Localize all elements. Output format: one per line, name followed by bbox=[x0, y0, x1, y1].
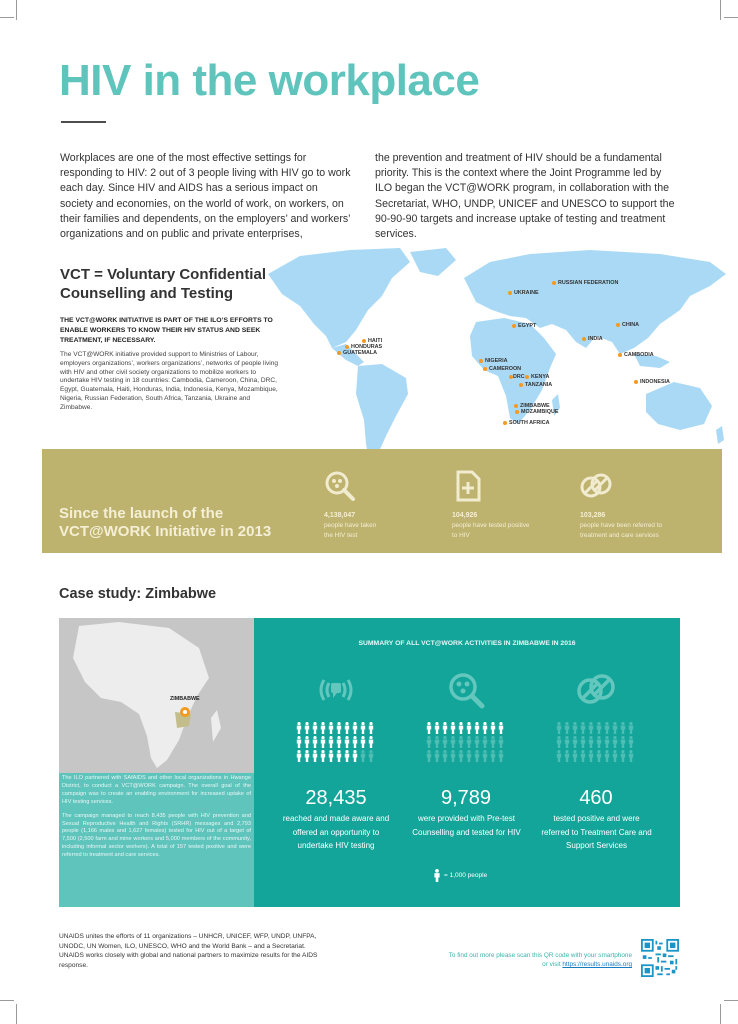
summary-stat-value: 460 bbox=[579, 787, 613, 809]
summary-stat-value: 28,435 bbox=[305, 787, 367, 809]
world-map bbox=[260, 244, 730, 470]
person-icon bbox=[345, 722, 349, 734]
person-icon bbox=[459, 722, 463, 734]
map-marker bbox=[616, 323, 620, 327]
map-marker bbox=[483, 367, 487, 371]
person-icon bbox=[467, 722, 471, 734]
map-label-nigeria: NIGERIA bbox=[485, 358, 508, 364]
map-label-haiti: HAITI bbox=[368, 338, 383, 344]
person-icon bbox=[337, 722, 341, 734]
person-icon bbox=[597, 722, 601, 734]
person-icon bbox=[621, 722, 625, 734]
summary-stat-value: 9,789 bbox=[440, 787, 492, 809]
launch-stat-value: 103,286 bbox=[580, 512, 606, 519]
qr-instruction-text: To find out more please scan this QR code with your smartphone bbox=[448, 952, 632, 959]
map-marker bbox=[512, 324, 516, 328]
person-icon bbox=[573, 736, 577, 748]
page-title: HIV in the workplace bbox=[59, 56, 480, 105]
magnifier-icon bbox=[324, 470, 356, 502]
person-icon bbox=[581, 722, 585, 734]
people-pictogram bbox=[426, 722, 506, 766]
person-icon bbox=[321, 722, 325, 734]
vct-definition-title: VCT = Voluntary Confidential Counselling and Testing bbox=[60, 266, 266, 302]
map-label-china: CHINA bbox=[622, 322, 640, 328]
summary-stat-label: were provided with Pre-test Counselling and tested for HIV bbox=[412, 814, 521, 837]
person-icon bbox=[483, 736, 487, 748]
pills-icon bbox=[576, 670, 616, 710]
person-icon bbox=[313, 736, 317, 748]
person-icon bbox=[491, 722, 495, 734]
person-icon bbox=[369, 736, 373, 748]
person-icon bbox=[589, 750, 593, 762]
person-icon bbox=[297, 736, 301, 748]
person-icon bbox=[427, 722, 431, 734]
person-icon bbox=[305, 736, 309, 748]
map-marker bbox=[362, 339, 366, 343]
map-label-indonesia: INDONESIA bbox=[640, 379, 670, 385]
person-icon bbox=[435, 722, 439, 734]
person-icon bbox=[345, 736, 349, 748]
zimbabwe-map bbox=[59, 618, 254, 773]
magnifier-icon bbox=[446, 670, 486, 710]
person-icon bbox=[451, 736, 455, 748]
person-icon bbox=[581, 750, 585, 762]
person-icon bbox=[499, 750, 503, 762]
map-label-cambodia: CAMBODIA bbox=[624, 352, 654, 358]
map-marker bbox=[508, 291, 512, 295]
map-marker bbox=[552, 281, 556, 285]
map-label-russia: RUSSIAN FEDERATION bbox=[558, 280, 619, 286]
person-icon bbox=[435, 750, 439, 762]
legend-label: = 1,000 people bbox=[444, 872, 488, 879]
title-divider bbox=[61, 121, 106, 123]
map-label-ukraine: UKRAINE bbox=[514, 290, 539, 296]
person-icon bbox=[475, 736, 479, 748]
map-label-guatemala: GUATEMALA bbox=[343, 350, 378, 356]
map-label-tanzania: TANZANIA bbox=[525, 382, 553, 388]
person-icon bbox=[361, 722, 365, 734]
crop-mark bbox=[0, 1000, 14, 1001]
person-icon bbox=[573, 722, 577, 734]
person-icon bbox=[597, 736, 601, 748]
map-marker bbox=[634, 380, 638, 384]
person-icon bbox=[475, 722, 479, 734]
map-marker bbox=[618, 353, 622, 357]
person-icon bbox=[499, 736, 503, 748]
person-icon bbox=[565, 750, 569, 762]
person-icon bbox=[435, 736, 439, 748]
map-label-india: INDIA bbox=[588, 336, 603, 342]
person-icon bbox=[565, 722, 569, 734]
person-icon bbox=[353, 722, 357, 734]
person-icon bbox=[605, 722, 609, 734]
launch-stat-value: 104,926 bbox=[452, 512, 478, 519]
person-icon bbox=[329, 722, 333, 734]
crop-mark bbox=[720, 0, 721, 20]
case-study-text-box bbox=[59, 773, 254, 907]
person-icon bbox=[629, 736, 633, 748]
crop-mark bbox=[16, 0, 17, 20]
person-icon bbox=[451, 722, 455, 734]
person-icon bbox=[305, 750, 309, 762]
person-icon bbox=[369, 722, 373, 734]
person-icon bbox=[613, 750, 617, 762]
map-marker bbox=[337, 351, 341, 355]
person-icon bbox=[353, 736, 357, 748]
person-icon bbox=[459, 750, 463, 762]
launch-stat-label: people have taken the HIV test bbox=[324, 522, 377, 539]
map-label-honduras: HONDURAS bbox=[351, 344, 383, 350]
pills-icon bbox=[580, 470, 612, 502]
case-study-title: Case study: Zimbabwe bbox=[59, 586, 217, 602]
person-icon bbox=[565, 736, 569, 748]
map-label-cameroon: CAMEROON bbox=[489, 366, 522, 372]
map-label-zimbabwe: ZIMBABWE bbox=[520, 403, 550, 409]
unaids-description: UNAIDS unites the efforts of 11 organizations – UNHCR, UNICEF, WFP, UNDP, UNFPA, UNODC, UN Women, ILO, UNESCO, WHO and the World Bank – and a Secretariat. UNAIDS works closely with global and national partners to maximize results for the AIDS response. bbox=[59, 933, 318, 969]
person-icon bbox=[483, 722, 487, 734]
map-label-egypt: EGYPT bbox=[518, 323, 537, 329]
person-icon bbox=[613, 736, 617, 748]
case-study-paragraph-2: The campaign managed to reach 8,435 people with HIV prevention and Sexual Reproductive Health and Rights (SRHR) messages and 2,793 people (1,166 males and 1,627 females) tested for HIV out of a target of 7,500 (2,500 farm and mine workers and 5,000 members of the community, including informal sector workers). A total of 157 tested positive and were referred to treatment and care services. bbox=[62, 812, 251, 859]
person-icon bbox=[605, 736, 609, 748]
person-icon bbox=[443, 750, 447, 762]
person-icon bbox=[557, 750, 561, 762]
person-icon bbox=[297, 722, 301, 734]
person-icon bbox=[491, 736, 495, 748]
launch-stat-value: 4,138,047 bbox=[324, 512, 356, 519]
person-icon bbox=[589, 736, 593, 748]
person-icon bbox=[605, 750, 609, 762]
qr-instructions bbox=[400, 951, 632, 969]
crop-mark bbox=[0, 17, 14, 18]
person-icon bbox=[329, 736, 333, 748]
intro-paragraph-left: Workplaces are one of the most effective settings for responding to HIV: 2 out of 3 people living with HIV go to work each day. Since HIV and AIDS has a serious impact on society and economies, on the world of work, on workers, on their families and dependents, on the employers’ and workers’ organizations and on public and private enterprises, bbox=[60, 152, 351, 241]
summary-heading: SUMMARY OF ALL VCT@WORK ACTIVITIES IN ZIMBABWE IN 2016 bbox=[358, 640, 576, 647]
launch-title: Since the launch of the VCT@WORK Initiative in 2013 bbox=[59, 505, 272, 540]
crop-mark bbox=[720, 1004, 721, 1024]
person-icon bbox=[297, 750, 301, 762]
vct-headline: THE VCT@WORK INITIATIVE IS PART OF THE ILO’S EFFORTS TO ENABLE WORKERS TO KNOW THEIR HIV STATUS AND SEEK TREATMENT, IF NECESSARY. bbox=[60, 317, 273, 344]
qr-code[interactable] bbox=[641, 939, 679, 977]
person-icon bbox=[589, 722, 593, 734]
africa-map-graphic bbox=[59, 618, 254, 773]
map-marker bbox=[515, 410, 519, 414]
person-icon bbox=[369, 750, 373, 762]
person-icon bbox=[337, 736, 341, 748]
map-marker bbox=[519, 383, 523, 387]
vct-description: The VCT@WORK initiative provided support to Ministries of Labour, employers organizations’, workers organizations’, networks of people living with HIV and other civil society organizations to mobilize workers to undertake HIV testing in 18 countries: Cambodia, Cameroon, China, DRC, Egypt, Guatemala, Haiti, Honduras, India, Indonesia, Kenya, Mozambique, Nigeria, Russian Federation, South Africa, Tanzania, Ukraine and Zimbabwe. bbox=[60, 351, 279, 411]
person-icon bbox=[321, 750, 325, 762]
person-icon bbox=[451, 750, 455, 762]
map-marker bbox=[582, 337, 586, 341]
person-icon bbox=[305, 722, 309, 734]
person-icon bbox=[491, 750, 495, 762]
person-icon bbox=[581, 736, 585, 748]
person-icon bbox=[467, 750, 471, 762]
intro-paragraph-right: the prevention and treatment of HIV should be a fundamental priority. This is the context where the Joint Programme led by ILO began the VCT@WORK program, in collaboration with the Secretariat, WHO, UNDP, UNICEF and UNESCO to support the 90-90-90 targets and increase uptake of testing and treatment services. bbox=[375, 152, 675, 241]
person-icon bbox=[427, 736, 431, 748]
case-study-paragraph-1: The ILO partnered with SAfAIDS and other local organizations in Hwange District, to conduct a VCT@WORK campaign. The overall goal of the campaign was to create an enabling environment for increased uptake of HIV testing services. bbox=[62, 775, 251, 805]
launch-stat-label: people have tested positive to HIV bbox=[452, 522, 530, 539]
crop-mark bbox=[16, 1004, 17, 1024]
person-icon bbox=[337, 750, 341, 762]
map-marker bbox=[345, 345, 349, 349]
person-icon bbox=[467, 736, 471, 748]
person-icon bbox=[313, 722, 317, 734]
speech-broadcast-icon bbox=[316, 670, 356, 710]
person-icon bbox=[361, 736, 365, 748]
person-icon bbox=[459, 736, 463, 748]
person-icon bbox=[621, 750, 625, 762]
visit-label: or visit bbox=[542, 961, 561, 968]
map-marker bbox=[479, 359, 483, 363]
person-icon bbox=[313, 750, 317, 762]
people-pictogram bbox=[556, 722, 636, 766]
map-label-kenya: KENYA bbox=[531, 374, 550, 380]
person-icon bbox=[629, 722, 633, 734]
zimbabwe-map-label: ZIMBABWE bbox=[170, 696, 200, 702]
person-icon bbox=[443, 736, 447, 748]
person-icon bbox=[433, 869, 441, 882]
zimbabwe-summary-panel bbox=[254, 618, 680, 907]
map-marker bbox=[525, 375, 529, 379]
person-icon bbox=[613, 722, 617, 734]
map-label-drc: DRC bbox=[513, 374, 525, 380]
summary-stat-label: reached and made aware and offered an opportunity to undertake HIV testing bbox=[282, 814, 390, 851]
person-icon bbox=[483, 750, 487, 762]
map-marker bbox=[503, 421, 507, 425]
map-label-mozambique: MOZAMBIQUE bbox=[521, 409, 559, 415]
people-pictogram bbox=[296, 722, 376, 766]
person-icon bbox=[427, 750, 431, 762]
summary-stat-label: tested positive and were referred to Treatment Care and Support Services bbox=[541, 814, 652, 851]
person-icon bbox=[475, 750, 479, 762]
person-icon bbox=[353, 750, 357, 762]
person-icon bbox=[573, 750, 577, 762]
person-icon bbox=[443, 722, 447, 734]
person-icon bbox=[321, 736, 325, 748]
person-icon bbox=[621, 736, 625, 748]
map-marker bbox=[514, 404, 518, 408]
person-icon bbox=[597, 750, 601, 762]
results-link[interactable]: https://results.unaids.org bbox=[562, 961, 632, 968]
person-icon bbox=[557, 736, 561, 748]
person-icon bbox=[499, 722, 503, 734]
crop-mark bbox=[724, 1000, 738, 1001]
person-icon bbox=[629, 750, 633, 762]
document-plus-icon bbox=[452, 470, 484, 502]
crop-mark bbox=[724, 17, 738, 18]
person-icon bbox=[345, 750, 349, 762]
launch-stat-label: people have been referred to treatment and care services bbox=[580, 522, 663, 539]
person-icon bbox=[361, 750, 365, 762]
map-label-south-africa: SOUTH AFRICA bbox=[509, 420, 550, 426]
person-icon bbox=[557, 722, 561, 734]
person-icon bbox=[329, 750, 333, 762]
